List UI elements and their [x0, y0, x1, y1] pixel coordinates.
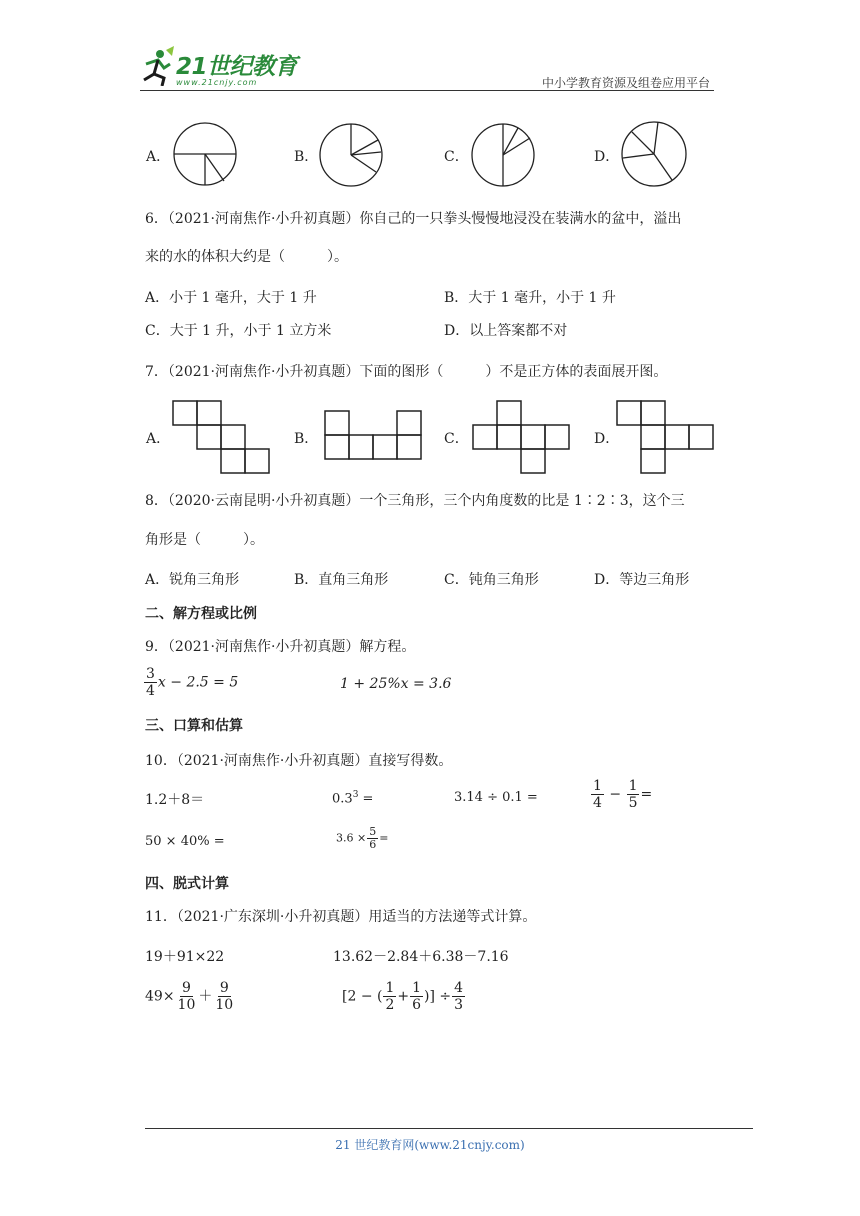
q6-option-c: C．大于 1 升，小于 1 立方米 [145, 323, 332, 339]
q10-expr-6 [336, 826, 388, 851]
q11-stem: 11．（2021·广东深圳·小升初真题）用适当的方法递等式计算。 [145, 909, 537, 925]
q8-option-c: C．钝角三角形 [444, 572, 539, 588]
q11-expr-3 [145, 980, 236, 1013]
header-divider [140, 90, 714, 91]
exponent: 3 [352, 790, 359, 800]
q9-equation-1 [143, 666, 238, 699]
footer-divider [145, 1128, 753, 1129]
q5-option-a-circle [172, 121, 238, 187]
plus-sign: + [397, 988, 410, 1005]
q5-option-b-label: B． [294, 149, 319, 165]
q6-stem-line2: 来的水的体积大约是（ ）。 [145, 249, 348, 265]
q8-option-b: B．直角三角形 [294, 572, 389, 588]
equals: = [358, 791, 374, 807]
fraction-numerator: 1 [412, 980, 422, 996]
runner-logo-icon [140, 46, 174, 86]
q7-option-c-label: C． [444, 431, 469, 447]
expr-prefix: 49× [145, 988, 175, 1005]
q5-option-b-circle [318, 122, 384, 188]
q8-option-d: D．等边三角形 [594, 572, 690, 588]
q6-stem-line1: 6．（2021·河南焦作·小升初真题）你自己的一只拳头慢慢地浸没在装满水的盆中，溢出 [145, 211, 682, 227]
q7-option-a-net [172, 400, 272, 476]
platform-name: 中小学教育资源及组卷应用平台 [541, 76, 710, 90]
q7-stem: 7．（2021·河南焦作·小升初真题）下面的图形（ ）不是正方体的表面展开图。 [145, 364, 668, 380]
fraction-denominator: 10 [177, 997, 196, 1013]
base: 0.3 [332, 791, 353, 807]
q9-stem: 9．（2021·河南焦作·小升初真题）解方程。 [145, 639, 416, 655]
q10-expr-5: 50 × 40% = [145, 834, 225, 849]
q7-option-d-label: D． [594, 431, 620, 447]
q7-option-c-net [472, 400, 572, 476]
q5-option-c-circle [470, 122, 536, 188]
q11-expr-1: 19＋91×22 [145, 949, 225, 965]
fraction-denominator: 10 [215, 997, 234, 1013]
section-2-title: 二、解方程或比例 [145, 606, 257, 622]
fraction-numerator: 5 [369, 825, 377, 838]
fraction-numerator: 9 [219, 980, 229, 996]
equals: = [379, 831, 389, 845]
expr-prefix: 3.6 × [336, 831, 367, 845]
logo-url: www.21cnjy.com [176, 78, 258, 87]
expr-prefix: [2 − ( [342, 988, 383, 1005]
fraction-denominator: 5 [628, 795, 638, 811]
q6-option-d: D．以上答案都不对 [444, 323, 568, 339]
q10-stem: 10．（2021·河南焦作·小升初真题）直接写得数。 [145, 753, 453, 769]
q8-option-a: A．锐角三角形 [145, 572, 240, 588]
q5-option-d-circle [620, 120, 688, 188]
q10-expr-1: 1.2＋8＝ [145, 792, 205, 808]
q10-expr-4 [590, 778, 652, 811]
section-4-title: 四、脱式计算 [145, 876, 229, 892]
fraction-numerator: 3 [146, 666, 155, 682]
fraction-numerator: 4 [454, 980, 464, 996]
fraction-denominator: 2 [385, 997, 395, 1013]
q7-option-b-label: B． [294, 431, 319, 447]
q7-option-b-net [324, 410, 424, 462]
q10-expr-2 [332, 790, 373, 806]
q11-expr-4 [342, 980, 466, 1013]
equation-body: x − 2.5 = 5 [157, 674, 239, 691]
q8-stem-line1: 8．（2020·云南昆明·小升初真题）一个三角形，三个内角度数的比是 1∶2∶3，这个三 [145, 493, 685, 509]
q7-option-d-net [616, 400, 716, 476]
fraction-denominator: 4 [146, 683, 155, 699]
fraction-denominator: 4 [593, 795, 602, 811]
q7-option-a-label: A． [146, 431, 171, 447]
q9-equation-2: 1 + 25%x = 3.6 [340, 676, 452, 692]
fraction-numerator: 1 [628, 778, 638, 794]
footer-text: 21 世纪教育网(www.21cnjy.com) [335, 1138, 525, 1152]
equals: = [640, 786, 653, 803]
fraction-numerator: 1 [385, 980, 395, 996]
q11-expr-2: 13.62－2.84＋6.38－7.16 [333, 949, 509, 965]
q6-option-b: B．大于 1 毫升，小于 1 升 [444, 290, 616, 306]
plus-sign: ＋ [198, 988, 213, 1005]
fraction-denominator: 3 [454, 997, 464, 1013]
fraction-numerator: 1 [593, 778, 602, 794]
fraction-numerator: 9 [182, 980, 191, 996]
expr-middle: )] ÷ [424, 988, 452, 1005]
q8-stem-line2: 角形是（ ）。 [145, 532, 264, 548]
fraction-denominator: 6 [369, 838, 377, 851]
q6-option-a: A．小于 1 毫升，大于 1 升 [145, 290, 317, 306]
q5-option-c-label: C． [444, 149, 469, 165]
q5-option-d-label: D． [594, 149, 620, 165]
logo-text: 21世纪教育 [176, 54, 298, 80]
section-3-title: 三、口算和估算 [145, 718, 243, 734]
minus-sign: − [609, 786, 622, 803]
fraction-denominator: 6 [412, 997, 422, 1013]
q5-option-a-label: A． [146, 149, 171, 165]
q10-expr-3: 3.14 ÷ 0.1 = [454, 790, 538, 805]
